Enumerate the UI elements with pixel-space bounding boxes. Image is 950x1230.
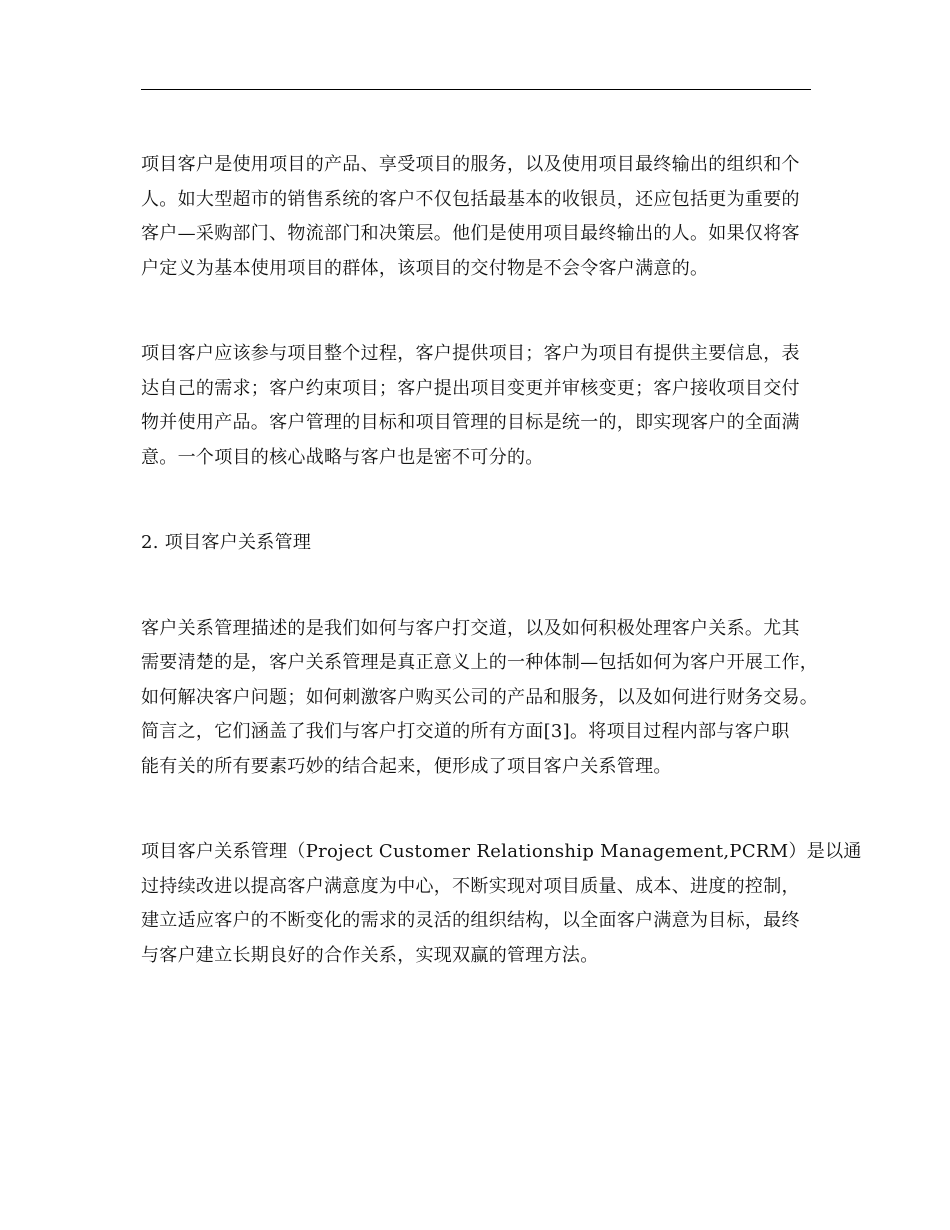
- paragraph-customer-participation: [141, 337, 831, 475]
- text-line: 简言之，它们涵盖了我们与客户打交道的所有方面[3]。将项目过程内部与客户职: [141, 721, 790, 742]
- text-line: 项目客户是使用项目的产品、享受项目的服务，以及使用项目最终输出的组织和个: [141, 154, 800, 175]
- text-line: 达自己的需求；客户约束项目；客户提出项目变更并审核变更；客户接收项目交付: [141, 377, 800, 399]
- text-line: 能有关的所有要素巧妙的结合起来，便形成了项目客户关系管理。: [141, 755, 672, 777]
- document-body: [141, 148, 862, 973]
- text-line: 项目客户应该参与项目整个过程，客户提供项目；客户为项目有提供主要信息，表: [141, 343, 800, 364]
- paragraph-pcrm-definition: [141, 835, 862, 973]
- text-line: 项目客户关系管理（Project Customer Relationship Management,PCRM）是以通: [141, 841, 862, 862]
- text-line: 建立适应客户的不断变化的需求的灵活的组织结构，以全面客户满意为目标，最终: [141, 910, 800, 931]
- text-line: 如何解决客户问题；如何刺激客户购买公司的产品和服务，以及如何进行财务交易。: [141, 686, 819, 708]
- text-line: 户定义为基本使用项目的群体，该项目的交付物是不会令客户满意的。: [141, 257, 709, 279]
- text-line: 人。如大型超市的销售系统的客户不仅包括最基本的收银员，还应包括更为重要的: [141, 188, 800, 210]
- header-rule: [141, 89, 811, 90]
- text-line: 过持续改进以提高客户满意度为中心，不断实现对项目质量、成本、进度的控制，: [141, 875, 800, 897]
- text-line: 客户—采购部门、物流部门和决策层。他们是使用项目最终输出的人。如果仅将客: [141, 223, 800, 244]
- text-line: 客户关系管理描述的是我们如何与客户打交道，以及如何积极处理客户关系。尤其: [141, 617, 800, 639]
- text-line: 意。一个项目的核心战略与客户也是密不可分的。: [141, 446, 544, 468]
- paragraph-gap: [141, 784, 831, 835]
- text-line: 与客户建立长期良好的合作关系，实现双赢的管理方法。: [141, 944, 599, 966]
- paragraph-crm-description: [141, 612, 831, 785]
- section-heading: [141, 526, 831, 561]
- paragraph-gap: [141, 561, 831, 612]
- paragraph-gap: [141, 286, 831, 337]
- text-line: 物并使用产品。客户管理的目标和项目管理的目标是统一的，即实现客户的全面满: [141, 412, 800, 433]
- section-heading-text: 2. 项目客户关系管理: [141, 532, 312, 553]
- paragraph-customer-definition: [141, 148, 831, 286]
- paragraph-gap: [141, 475, 831, 526]
- text-line: 需要清楚的是，客户关系管理是真正意义上的一种体制—包括如何为客户开展工作，: [141, 652, 819, 673]
